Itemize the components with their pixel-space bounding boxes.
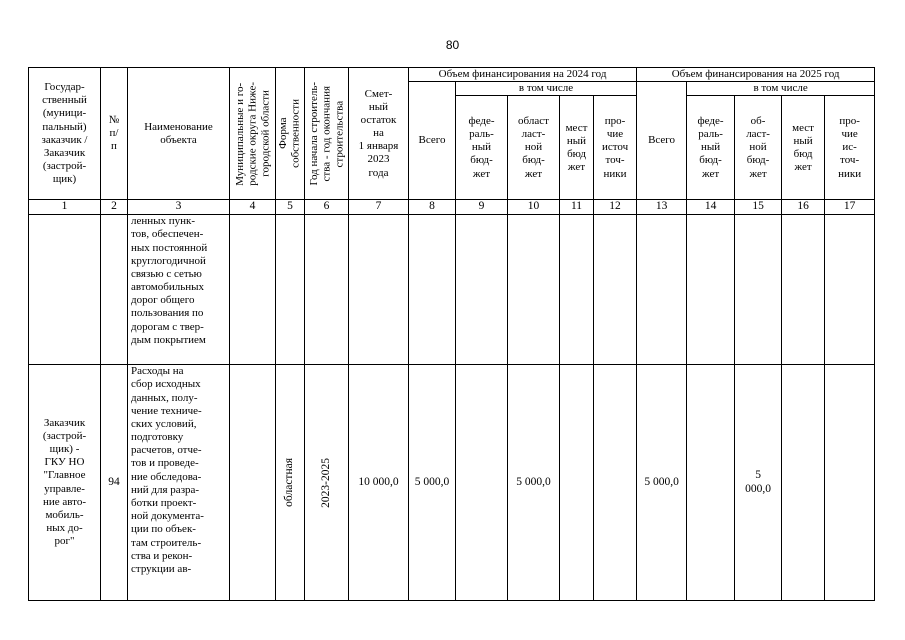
column-number: 10 bbox=[508, 200, 560, 215]
header-num: № п/ п bbox=[101, 68, 128, 200]
header-total-2025: Всего bbox=[637, 82, 687, 200]
column-number: 15 bbox=[735, 200, 782, 215]
cell-federal-2025 bbox=[687, 215, 735, 365]
header-municipality-text: Муниципальные и го- родские округа Ниже- городской области bbox=[233, 81, 271, 186]
cell-ownership bbox=[276, 215, 305, 365]
page-number: 80 bbox=[445, 38, 460, 52]
cell-years bbox=[305, 365, 349, 601]
header-federal-2025: феде- раль- ный бюд- жет bbox=[687, 96, 735, 200]
cell-other-2025 bbox=[825, 215, 875, 365]
header-total-2024: Всего bbox=[409, 82, 456, 200]
column-number: 9 bbox=[456, 200, 508, 215]
cell-ownership bbox=[276, 365, 305, 601]
header-regional-2025: об- ласт- ной бюд- жет bbox=[735, 96, 782, 200]
column-number: 4 bbox=[230, 200, 276, 215]
header-fin-2024: Объем финансирования на 2024 год bbox=[409, 68, 637, 82]
column-number: 16 bbox=[782, 200, 825, 215]
cell-other-2025 bbox=[825, 365, 875, 601]
cell-customer: Заказчик (застрой- щик) - ГКУ НО "Главное управле- ние авто- мобиль- ных до- рог" bbox=[29, 365, 101, 601]
header-fin-2025: Объем финансирования на 2025 год bbox=[637, 68, 875, 82]
cell-municipality bbox=[230, 365, 276, 601]
header-row-1 bbox=[29, 68, 875, 82]
cell-years-text: 2023-2025 bbox=[319, 457, 332, 508]
header-ownership bbox=[276, 68, 305, 200]
header-municipality bbox=[230, 68, 276, 200]
cell-object-name: Расходы на сбор исходных данных, полу- чение техниче- ских условий, подготовку расчетов, отче- тов и проведе- ние обследова- ний для разра- ботки проект- ной документа- ции по объек- там строитель- ства и рекон- струкции ав- bbox=[128, 365, 230, 601]
cell-federal-2024 bbox=[456, 365, 508, 601]
cell-years bbox=[305, 215, 349, 365]
header-customer: Государ- ственный (муници- пальный) заказчик / Заказчик (застрой- щик) bbox=[29, 68, 101, 200]
cell-local-2025 bbox=[782, 365, 825, 601]
cell-customer bbox=[29, 215, 101, 365]
header-other-2024: про- чие источ точ- ники bbox=[594, 96, 637, 200]
header-other-2025: про- чие ис- точ- ники bbox=[825, 96, 875, 200]
cell-federal-2024 bbox=[456, 215, 508, 365]
cell-regional-2025: 5 000,0 bbox=[735, 365, 782, 601]
column-number: 17 bbox=[825, 200, 875, 215]
column-number: 2 bbox=[101, 200, 128, 215]
column-number: 13 bbox=[637, 200, 687, 215]
header-federal-2024: феде- раль- ный бюд- жет bbox=[456, 96, 508, 200]
column-number: 8 bbox=[409, 200, 456, 215]
table-row bbox=[29, 365, 875, 601]
cell-num bbox=[101, 215, 128, 365]
column-number: 7 bbox=[349, 200, 409, 215]
cell-federal-2025 bbox=[687, 365, 735, 601]
header-local-2024: мест ный бюд жет bbox=[560, 96, 594, 200]
column-number-row bbox=[29, 200, 875, 215]
cell-municipality bbox=[230, 215, 276, 365]
cell-remaining bbox=[349, 215, 409, 365]
cell-other-2024 bbox=[594, 215, 637, 365]
cell-num: 94 bbox=[101, 365, 128, 601]
cell-local-2025 bbox=[782, 215, 825, 365]
cell-total-2025 bbox=[637, 215, 687, 365]
column-number: 11 bbox=[560, 200, 594, 215]
cell-other-2024 bbox=[594, 365, 637, 601]
column-number: 14 bbox=[687, 200, 735, 215]
header-object-name: Наименование объекта bbox=[128, 68, 230, 200]
column-number: 5 bbox=[276, 200, 305, 215]
cell-total-2025: 5 000,0 bbox=[637, 365, 687, 601]
header-local-2025: мест ный бюд жет bbox=[782, 96, 825, 200]
column-number: 3 bbox=[128, 200, 230, 215]
cell-regional-2024: 5 000,0 bbox=[508, 365, 560, 601]
header-including-2025: в том числе bbox=[687, 82, 875, 96]
table-row bbox=[29, 215, 875, 365]
cell-local-2024 bbox=[560, 365, 594, 601]
header-ownership-text: Форма собственности bbox=[277, 99, 302, 169]
cell-object-name: ленных пунк- тов, обеспечен- ных постоянной круглогодичной связью с сетью автомобильных дорог общего пользования по дорогам с твер- дым покрытием bbox=[128, 215, 230, 365]
cell-local-2024 bbox=[560, 215, 594, 365]
column-number: 6 bbox=[305, 200, 349, 215]
cell-remaining: 10 000,0 bbox=[349, 365, 409, 601]
cell-regional-2024 bbox=[508, 215, 560, 365]
financing-table bbox=[28, 67, 875, 601]
column-number: 12 bbox=[594, 200, 637, 215]
header-including-2024: в том числе bbox=[456, 82, 637, 96]
cell-ownership-text: областная bbox=[283, 458, 296, 508]
cell-total-2024 bbox=[409, 215, 456, 365]
header-years bbox=[305, 68, 349, 200]
header-years-text: Год начала строитель- ства - год окончания строительства bbox=[307, 81, 345, 186]
cell-total-2024: 5 000,0 bbox=[409, 365, 456, 601]
cell-regional-2025 bbox=[735, 215, 782, 365]
column-number: 1 bbox=[29, 200, 101, 215]
header-remaining: Смет- ный остаток на 1 января 2023 года bbox=[349, 68, 409, 200]
header-regional-2024: област ласт- ной бюд- жет bbox=[508, 96, 560, 200]
